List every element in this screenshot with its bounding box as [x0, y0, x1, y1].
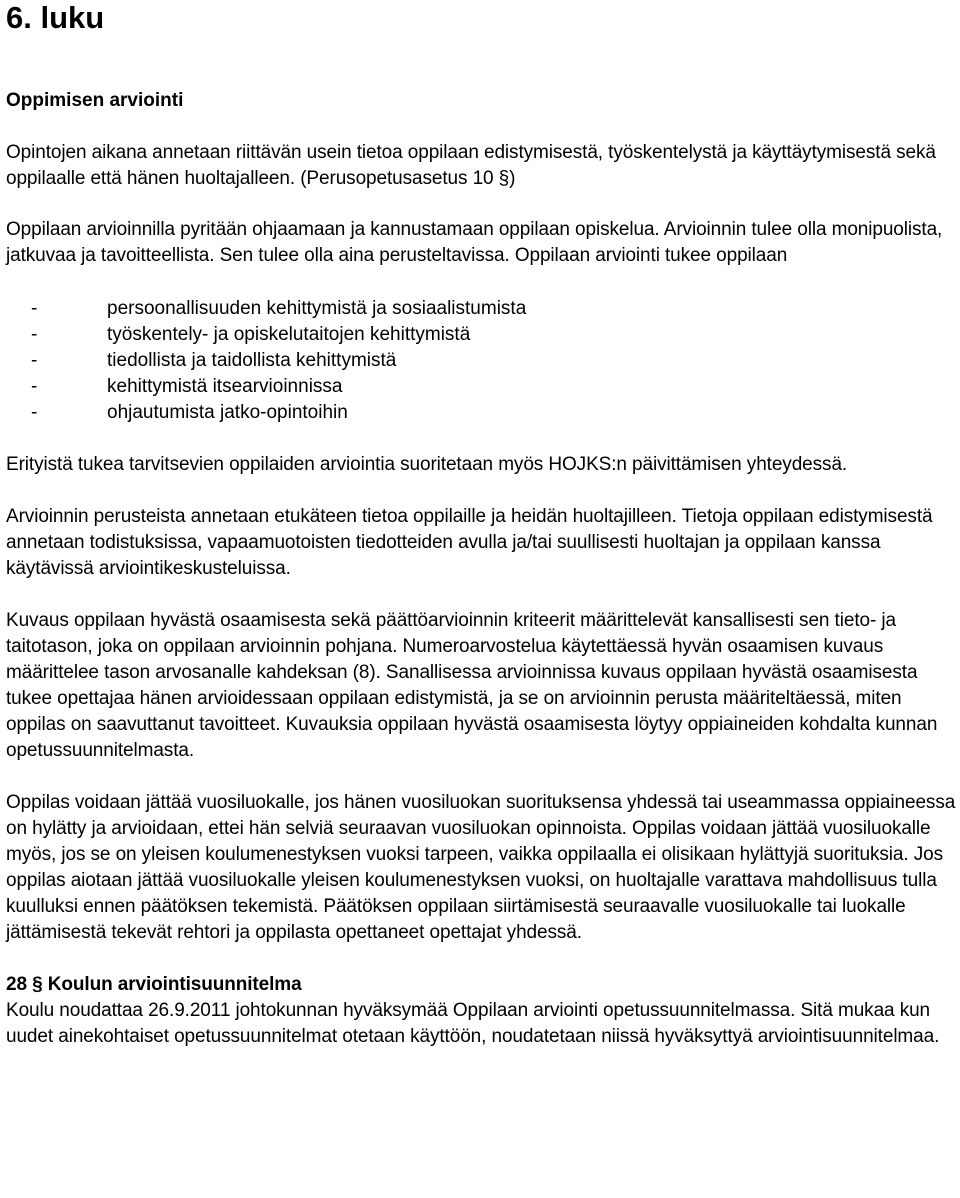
list-item-text: ohjautumista jatko-opintoihin: [107, 402, 348, 423]
list-dash: -: [31, 324, 38, 345]
list-item: [6, 348, 956, 374]
paragraph-feedback: Opintojen aikana annetaan riittävän usein tietoa oppilaan edistymisestä, työskentelystä ja käyttäytymisestä sekä oppilaalle että hänen huoltajalleen. (Perusopetusasetus 10 §): [6, 142, 936, 189]
list-item: [6, 374, 956, 400]
support-list: [6, 296, 956, 426]
plan-text: Koulu noudattaa 26.9.2011 johtokunnan hyväksymää Oppilaan arviointi opetussuunnitelmassa. Sitä mukaa kun uudet ainekohtaiset opetussuunnitelmat otetaan käyttöön, noudatetaan niissä hyväksyttyä arviointisuunnitelmaa.: [6, 1000, 940, 1047]
paragraph-information: Arvioinnin perusteista annetaan etukäteen tietoa oppilaille ja heidän huoltajilleen. Tietoja oppilaan edistymisestä annetaan todistuksissa, vapaamuotoisten tiedotteiden avulla ja/tai suullisesti huoltajan ja oppilaan kanssa käytävissä arviointikeskusteluissa.: [6, 506, 933, 579]
list-item-text: persoonallisuuden kehittymistä ja sosiaalistumista: [107, 298, 527, 319]
document-page: [6, 0, 956, 1050]
chapter-title: 6. luku: [6, 0, 105, 35]
paragraph-good-skills: Kuvaus oppilaan hyvästä osaamisesta sekä päättöarvioinnin kriteerit määrittelevät kansallisesti sen tieto- ja taitotason, joka on oppilaan arvioinnin pohjana. Numeroarvostelua käytettäessä hyvän osaamisen kuvaus määrittelee tason arvosanalle kahdeksan (8). Sanallisessa arvioinnissa kuvaus oppilaan hyvästä osaamisesta tukee opettajaa hänen arvioidessaan oppilaan edistymistä, ja se on arvioinnin perusta määriteltäessä, miten oppilas on saavuttanut tavoitteet. Kuvauksia oppilaan hyvästä osaamisesta löytyy oppiaineiden kohdalta kunnan opetussuunnitelmasta.: [6, 610, 938, 761]
paragraph-assessment-aims: Oppilaan arvioinnilla pyritään ohjaamaan ja kannustamaan oppilaan opiskelua. Arvioinnin tulee olla monipuolista, jatkuvaa ja tavoitteellista. Sen tulee olla aina perusteltavissa. Oppilaan arviointi tukee oppilaan: [6, 219, 943, 266]
section-title: Oppimisen arviointi: [6, 90, 184, 111]
paragraph-grade-retention: Oppilas voidaan jättää vuosiluokalle, jos hänen vuosiluokan suorituksensa yhdessä tai useammassa oppiaineessa on hylätty ja arvioidaan, ettei hän selviä seuraavan vuosiluokan opinnoista. Oppilas voidaan jättää vuosiluokalle myös, jos se on yleisen koulumenestyksen vuoksi tarpeen, vaikka oppilaalla ei olisikaan hylättyjä suorituksia. Jos oppilas aiotaan jättää vuosiluokalle yleisen koulumenestyksen vuoksi, on huoltajalle varattava mahdollisuus tulla kuulluksi ennen päätöksen tekemistä. Päätöksen oppilaan siirtämisestä seuraavalle vuosiluokalle tai luokalle jättämisestä tekevät rehtori ja oppilasta opettaneet opettajat yhdessä.: [6, 792, 956, 943]
plan-heading: 28 § Koulun arviointisuunnitelma: [6, 974, 302, 995]
list-dash: -: [31, 298, 38, 319]
paragraph-special-support: Erityistä tukea tarvitsevien oppilaiden arviointia suoritetaan myös HOJKS:n päivittämisen yhteydessä.: [6, 454, 848, 475]
list-item: [6, 322, 956, 348]
list-item: [6, 296, 956, 322]
list-item-text: kehittymistä itsearvioinnissa: [107, 376, 343, 397]
list-dash: -: [31, 350, 38, 371]
list-item-text: tiedollista ja taidollista kehittymistä: [107, 350, 397, 371]
list-dash: -: [31, 402, 38, 423]
list-dash: -: [31, 376, 38, 397]
list-item: [6, 400, 956, 426]
list-item-text: työskentely- ja opiskelutaitojen kehittymistä: [107, 324, 471, 345]
